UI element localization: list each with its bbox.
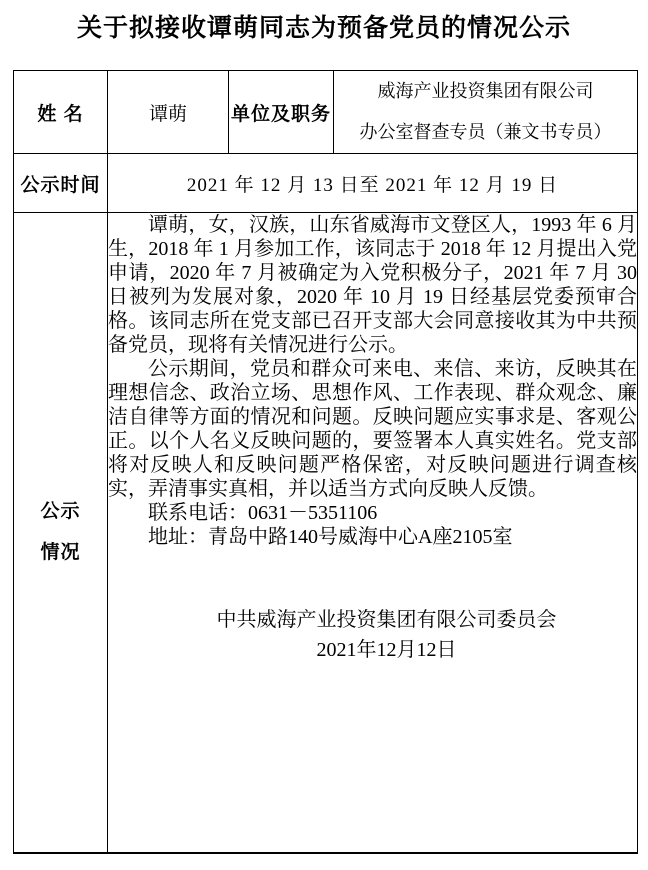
- time-value: 2021 年 12 月 13 日至 2021 年 12 月 19 日: [108, 154, 638, 213]
- contact-address: 地址：青岛中路140号威海中心A座2105室: [148, 526, 513, 548]
- detail-label-line1: 公示: [40, 501, 81, 523]
- unit-value-line2: 办公室督查专员（兼文书专员）: [359, 122, 612, 142]
- signature-block: [108, 605, 637, 665]
- name-row: [14, 71, 638, 154]
- unit-value-cell: [334, 71, 638, 154]
- time-label: 公示时间: [14, 154, 108, 213]
- time-row: [14, 154, 638, 213]
- detail-label-line2: 情况: [40, 542, 81, 564]
- detail-row: [14, 213, 638, 853]
- signature-date: 2021年12月12日: [316, 639, 457, 661]
- page-title: 关于拟接收谭萌同志为预备党员的情况公示: [76, 15, 571, 42]
- detail-content: [108, 213, 638, 853]
- contact-phone: 联系电话：0631－5351106: [148, 502, 378, 524]
- name-value: 谭萌: [108, 71, 229, 154]
- unit-title-label: 单位及职务: [229, 71, 334, 154]
- detail-paragraph-1: 谭萌，女，汉族，山东省威海市文登区人，1993 年 6 月生，2018 年 1 月参加工作，该同志于 2018 年 12 月提出入党申请，2020 年 7 月被确定为入党积极分子，2021 年 7 月 30 日被列为发展对象，2020 年 10 月 19 日经基层党委预审合格。该同志所在党支部已召开支部大会同意接收其为中共预备党员，现将有关情况进行公示。: [108, 214, 637, 356]
- notice-table: [13, 70, 638, 854]
- detail-paragraph-2: 公示期间，党员和群众可来电、来信、来访，反映其在理想信念、政治立场、思想作风、工作表现、群众观念、廉洁自律等方面的情况和问题。反映问题应实事求是、客观公正。以个人名义反映问题的，要签署本人真实姓名。党支部将对反映人和反映问题严格保密，对反映问题进行调查核实，弄清事实真相，并以适当方式向反映人反馈。: [108, 358, 637, 500]
- detail-label: [14, 213, 108, 853]
- signature-organization: 中共威海产业投资集团有限公司委员会: [216, 609, 557, 631]
- unit-value-line1: 威海产业投资集团有限公司: [377, 81, 594, 101]
- name-label: 姓 名: [14, 71, 108, 154]
